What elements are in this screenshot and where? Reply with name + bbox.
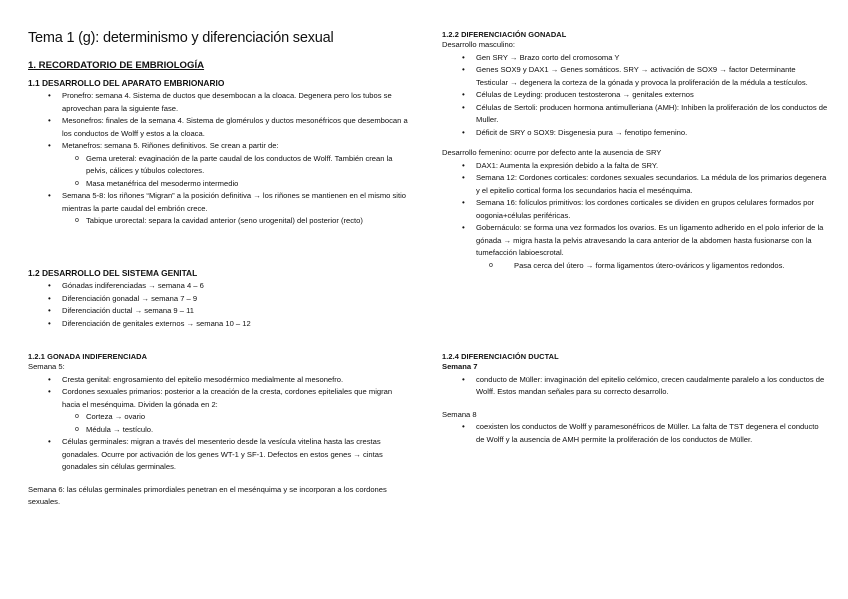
genital-list — [28, 280, 410, 330]
embryo-list — [28, 90, 410, 228]
femenino-label: Desarrollo femenino: ocurre por defecto ante la ausencia de SRY — [442, 148, 662, 157]
sublist-item-masa: o Masa metanéfrica del mesodermo intermedio — [28, 178, 410, 191]
gonada-list — [28, 374, 410, 474]
list-item: • Diferenciación ductal → semana 9 – 11 — [28, 305, 410, 318]
list-item-sertoli: • Células de Sertoli: producen hormona antimulleriana (AMH): Inhiben la proliferación de los conductos de Muller. — [442, 102, 828, 127]
sublist-item-gema: o Gema ureteral: evaginación de la parte caudal de los conductos de Wolff. También crean la pelvis, cálices y túbulos colectores. — [28, 153, 410, 178]
semana-8-list — [442, 421, 828, 446]
section-1-heading: 1. RECORDATORIO DE EMBRIOLOGÍA — [28, 60, 205, 71]
list-item: • Gónadas indiferenciadas → semana 4 – 6 — [28, 280, 410, 293]
page-title: Tema 1 (g): determinismo y diferenciación sexual — [28, 30, 334, 46]
section-1-2-heading: 1.2 DESARROLLO DEL SISTEMA GENITAL — [28, 268, 198, 278]
section-1-2 — [28, 268, 410, 330]
sublist-item-medula: o Médula → testículo. — [28, 424, 410, 437]
list-item-gen-sry: • Gen SRY → Brazo corto del cromosoma Y — [442, 52, 828, 65]
list-item-deficit: • Déficit de SRY o SOX9: Disgenesia pura → fenotipo femenino. — [442, 127, 828, 140]
femenino-list — [442, 160, 828, 273]
semana-7-list — [442, 374, 828, 399]
list-item-leyding: • Células de Leyding: producen testosterona → genitales externos — [442, 89, 828, 102]
semana-5-label: Semana 5: — [28, 362, 65, 371]
semana-8-label: Semana 8 — [442, 409, 477, 419]
list-item-genes-sox9: • Genes SOX9 y DAX1 → Genes somáticos. SRY → activación de SOX9 → factor Determinante Testicular → degenera la corteza de la gónada y provoca la proliferación de la médula a testículos. — [442, 64, 828, 89]
section-1-2-1-heading: 1.2.1 GONADA INDIFERENCIADA — [28, 352, 148, 361]
list-item-celulas: • Células germinales: migran a través del mesenterio desde la vesícula vitelina hasta las crestas gonadales. Ocurre por activación de los genes WT-1 y SF-1. Defectos en estos genes → cintas gonadales sin células germinales. — [28, 436, 410, 474]
list-item-metanefros — [28, 140, 410, 153]
list-item-muller: • conducto de Müller: invaginación del epitelio celómico, crecen caudalmente paralelo a los conductos de Wolff. Estos mandan señales para su correcto desarrollo. — [442, 374, 828, 399]
semana-7-label: Semana 7 — [442, 362, 478, 371]
sublist-item-tabique: o Tabique urorectal: separa la cavidad anterior (seno urogenital) del posterior (recto) — [28, 215, 410, 228]
list-item-semana-12: • Semana 12: Cordones corticales: cordones sexuales secundarios. La médula de los primarios degenera y el epitelio cortical forma los secundarios hacia el mesénquima. — [442, 172, 828, 197]
section-1-1 — [28, 78, 410, 228]
sublist-item-pasa: o Pasa cerca del útero → forma ligamentos útero-ováricos y ligamentos redondos. — [442, 260, 828, 273]
list-item-gobernaculo: • Gobernáculo: se forma una vez formados los ovarios. Es un ligamento adherido en el polo inferior de la gónada → migra hasta la pelvis atravesando la cara anterior de la abdomen hasta fusionarse con la tumefacción labioescrotal. — [442, 222, 828, 260]
list-item-cordones: • Cordones sexuales primarios: posterior a la creación de la cresta, cordones epiteliales que migran hacia el mesénquima. Dividen la gónada en 2: — [28, 386, 410, 411]
section-1-2-2 — [442, 30, 828, 272]
masculino-list — [442, 52, 828, 140]
list-item: • Diferenciación de genitales externos → semana 10 – 12 — [28, 318, 410, 331]
metanefros-text: Metanefros: semana 5. Riñones definitivos. Se crean a partir de: — [62, 141, 279, 150]
section-1-2-1 — [28, 352, 410, 509]
semana-6-paragraph: Semana 6: las células germinales primordiales penetran en el mesénquima y se incorporan a los cordones sexuales. — [28, 484, 387, 506]
list-item-cresta: • Cresta genital: engrosamiento del epitelio mesodérmico medialmente al mesonefro. — [28, 374, 410, 387]
list-item-pronefro: • Pronefro: semana 4. Sistema de ductos que desembocan a la cloaca. Degenera pero los tubos se aprovechan para la siguiente fase. — [28, 90, 410, 115]
sublist-item-corteza: o Corteza → ovario — [28, 411, 410, 424]
section-1-2-4 — [442, 352, 828, 446]
list-item-dax1: • DAX1: Aumenta la expresión debido a la falta de SRY. — [442, 160, 828, 173]
section-1-1-heading: 1.1 DESARROLLO DEL APARATO EMBRIONARIO — [28, 78, 225, 88]
list-item: • Diferenciación gonadal → semana 7 – 9 — [28, 293, 410, 306]
list-item-semana-16: • Semana 16: folículos primitivos: los cordones corticales se dividen en grupos celulares formados por oogonia+células periféricas. — [442, 197, 828, 222]
section-1-2-4-heading: 1.2.4 DIFERENCIACIÓN DUCTAL — [442, 352, 559, 361]
section-1-2-2-heading: 1.2.2 DIFERENCIACIÓN GONADAL — [442, 30, 567, 39]
list-item-mesonefros: • Mesonefros: finales de la semana 4. Sistema de glomérulos y ductos mesonéfricos que desembocan a los conductos de Wolff y estos a la cloaca. — [28, 115, 410, 140]
list-item-coexisten: • coexisten los conductos de Wolff y paramesonéfricos de Müller. La falta de TST degenera el conducto de Wolff y la ausencia de AMH permite la proliferación de los conductos de Müller. — [442, 421, 828, 446]
masculino-label: Desarrollo masculino: — [442, 40, 516, 49]
list-item-semana-5-8: • Semana 5-8: los riñones “Migran” a la posición definitiva → los riñones se mantienen en el mismo sitio mientras la parte caudal del embrión crece. — [28, 190, 410, 215]
